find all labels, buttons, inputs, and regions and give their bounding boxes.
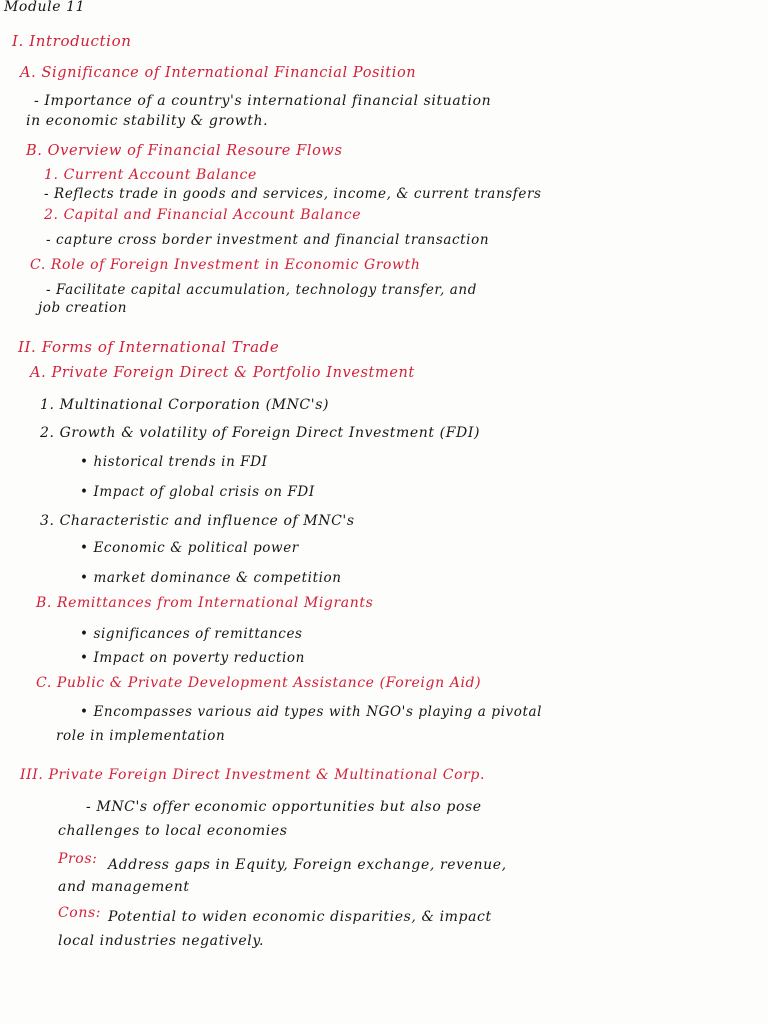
section-1c-heading: C. Role of Foreign Investment in Economic Growth xyxy=(30,257,421,273)
section-1c-line-1: - Facilitate capital accumulation, technology transfer, and xyxy=(46,282,477,298)
section-3-heading: III. Private Foreign Direct Investment & Multinational Corp. xyxy=(20,767,486,783)
cons-label: Cons: xyxy=(58,905,102,921)
pros-label: Pros: xyxy=(58,851,98,867)
section-3-line-1: - MNC's offer economic opportunities but also pose xyxy=(86,799,482,815)
section-2a3-bullet-2: • market dominance & competition xyxy=(80,570,342,586)
section-1a-heading: A. Significance of International Financial Position xyxy=(20,65,417,81)
section-2a3-bullet-1: • Economic & political power xyxy=(80,540,299,556)
section-2a3: 3. Characteristic and influence of MNC's xyxy=(40,513,355,529)
section-2b-bullet-1: • significances of remittances xyxy=(80,626,303,642)
section-3-line-2: challenges to local economies xyxy=(58,823,288,839)
section-2a1: 1. Multinational Corporation (MNC's) xyxy=(40,397,330,413)
section-1b2-detail: - capture cross border investment and financial transaction xyxy=(46,232,490,248)
section-2b-heading: B. Remittances from International Migrants xyxy=(36,595,374,611)
cons-line-2: local industries negatively. xyxy=(58,933,265,949)
section-2a2: 2. Growth & volatility of Foreign Direct Investment (FDI) xyxy=(40,425,481,441)
pros-line-2: and management xyxy=(58,879,190,895)
section-2-heading: II. Forms of International Trade xyxy=(18,338,280,356)
pros-line-1: Address gaps in Equity, Foreign exchange, revenue, xyxy=(108,857,507,873)
section-2a2-bullet-1: • historical trends in FDI xyxy=(80,454,268,470)
section-1b1-detail: - Reflects trade in goods and services, income, & current transfers xyxy=(44,186,542,202)
section-2a2-bullet-2: • Impact of global crisis on FDI xyxy=(80,484,315,500)
section-1b-heading: B. Overview of Financial Resoure Flows xyxy=(26,143,343,159)
cons-line-1: Potential to widen economic disparities, & impact xyxy=(108,909,492,925)
section-2b-bullet-2: • Impact on poverty reduction xyxy=(80,650,305,666)
section-1-heading: I. Introduction xyxy=(12,32,132,50)
section-1c-line-2: job creation xyxy=(38,300,128,316)
section-2c-heading: C. Public & Private Development Assistance (Foreign Aid) xyxy=(36,675,482,691)
section-1b1-heading: 1. Current Account Balance xyxy=(44,167,257,183)
section-2c-line-2: role in implementation xyxy=(56,728,226,744)
section-2c-line-1: • Encompasses various aid types with NGO's playing a pivotal xyxy=(80,704,543,720)
section-1b2-heading: 2. Capital and Financial Account Balance xyxy=(44,207,362,223)
section-1a-line-1: - Importance of a country's international financial situation xyxy=(34,93,492,109)
section-2a-heading: A. Private Foreign Direct & Portfolio Investment xyxy=(30,365,415,381)
page-title: Module 11 xyxy=(4,0,86,15)
section-1a-line-2: in economic stability & growth. xyxy=(26,113,269,129)
